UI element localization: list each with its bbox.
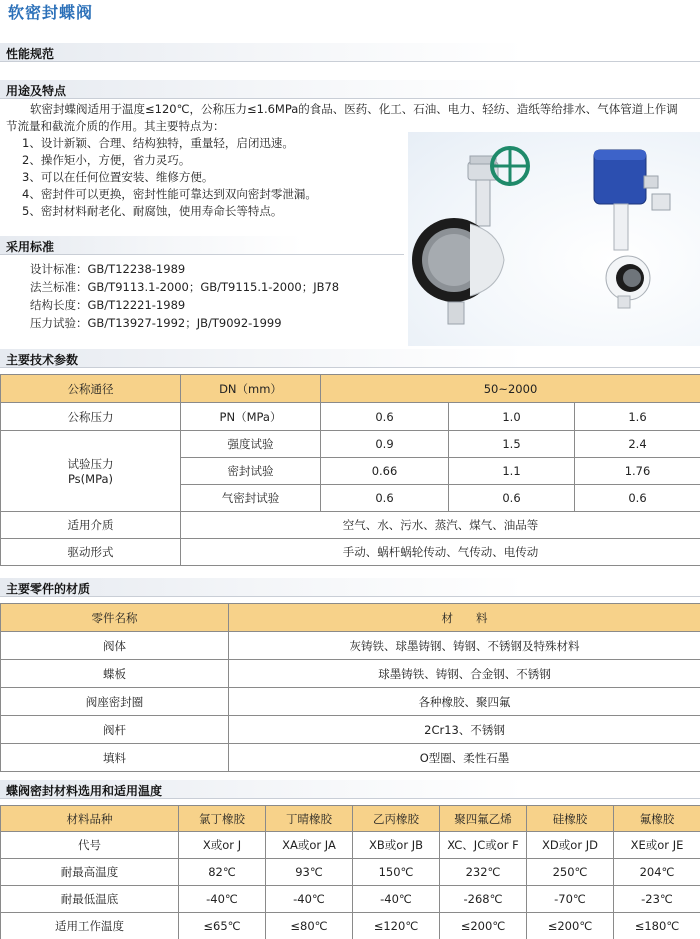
table-row	[1, 859, 700, 886]
table-cell: 0.66	[321, 458, 449, 485]
table-row	[1, 744, 700, 772]
table-cell: 耐最低温底	[1, 886, 179, 913]
table-cell: 2.4	[575, 431, 700, 458]
usage-intro-line2: 节流量和截流介质的作用。其主要特点为：	[6, 119, 225, 133]
table-cell: 气密封试验	[181, 485, 321, 512]
table-cell: XD或or JD	[527, 832, 614, 859]
table-cell: 空气、水、污水、蒸汽、煤气、油品等	[181, 512, 700, 539]
table-cell: 公称压力	[1, 403, 181, 431]
table-header-cell: 氯丁橡胶	[179, 806, 266, 832]
table-cell: 1.0	[449, 403, 575, 431]
section-label: 性能规范	[6, 47, 55, 61]
table-cell: XB或or JB	[353, 832, 440, 859]
test-pressure-unit: Ps(MPa)	[67, 472, 114, 486]
standard-item: 法兰标准：GB/T9113.1-2000；GB/T9115.1-2000；JB78	[30, 280, 340, 294]
feature-item: 1、设计新颖、合理、结构独特，重量轻，启闭迅速。	[22, 136, 294, 150]
test-pressure-label: 试验压力	[67, 457, 114, 471]
table-header-cell: 材 料	[229, 604, 700, 632]
section-materials	[0, 578, 700, 597]
section-label: 用途及特点	[6, 84, 67, 98]
feature-item: 4、密封件可以更换，密封性能可靠达到双向密封零泄漏。	[22, 187, 317, 201]
table-header-cell: 硅橡胶	[527, 806, 614, 832]
table-row	[1, 716, 700, 744]
product-photo	[408, 132, 700, 346]
section-usage	[0, 80, 700, 99]
table-row	[1, 886, 700, 913]
feature-item: 3、可以在任何位置安装、维修方便。	[22, 170, 214, 184]
table-header-cell: 聚四氟乙烯	[440, 806, 527, 832]
section-standards	[0, 236, 404, 255]
table-cell: -23℃	[614, 886, 700, 913]
table-cell: 1.1	[449, 458, 575, 485]
table-cell: 1.6	[575, 403, 700, 431]
table-cell: XA或or JA	[266, 832, 353, 859]
seal-materials-table	[0, 805, 700, 939]
tech-params-table	[0, 374, 700, 566]
table-cell: 150℃	[353, 859, 440, 886]
section-performance	[0, 43, 700, 62]
page-title: 软密封蝶阀	[8, 3, 94, 22]
standard-item: 压力试验：GB/T13927-1992；JB/T9092-1999	[30, 316, 282, 330]
feature-item: 2、操作矩小，方便，省力灵巧。	[22, 153, 191, 167]
table-header-cell: 氟橡胶	[614, 806, 700, 832]
section-label: 主要零件的材质	[6, 582, 91, 596]
table-cell: 强度试验	[181, 431, 321, 458]
table-cell: 阀座密封圈	[1, 688, 229, 716]
table-cell: 公称通径	[1, 375, 181, 403]
table-cell: 阀杆	[1, 716, 229, 744]
table-cell: 手动、蜗杆蜗轮传动、气传动、电传动	[181, 539, 700, 566]
table-header-cell: 材料品种	[1, 806, 179, 832]
table-cell: 0.6	[575, 485, 700, 512]
table-row	[1, 806, 700, 832]
table-row	[1, 660, 700, 688]
table-cell: 适用工作温度	[1, 913, 179, 939]
table-cell: 各种橡胶、聚四氟	[229, 688, 700, 716]
table-cell: XC、JC或or F	[440, 832, 527, 859]
feature-item: 5、密封材料耐老化、耐腐蚀，使用寿命长等特点。	[22, 204, 283, 218]
table-cell: 1.76	[575, 458, 700, 485]
table-cell: 1.5	[449, 431, 575, 458]
table-cell: 阀体	[1, 632, 229, 660]
table-cell: 2Cr13、不锈钢	[229, 716, 700, 744]
table-cell: 耐最高温度	[1, 859, 179, 886]
table-cell: -40℃	[266, 886, 353, 913]
table-cell: ≤180℃	[614, 913, 700, 939]
table-header-cell: 丁晴橡胶	[266, 806, 353, 832]
table-row	[1, 604, 700, 632]
table-row	[1, 832, 700, 859]
materials-table	[0, 603, 700, 772]
table-cell: 适用介质	[1, 512, 181, 539]
table-row	[1, 431, 700, 458]
butterfly-valve-illustration	[408, 132, 700, 346]
section-label: 蝶阀密封材料选用和适用温度	[6, 784, 163, 798]
table-cell	[1, 431, 181, 512]
table-cell: ≤200℃	[527, 913, 614, 939]
table-cell: 232℃	[440, 859, 527, 886]
table-cell: 密封试验	[181, 458, 321, 485]
table-cell: 93℃	[266, 859, 353, 886]
manual-valve-image	[412, 148, 528, 324]
table-cell: 0.6	[321, 485, 449, 512]
table-header-cell: 乙丙橡胶	[353, 806, 440, 832]
table-cell: 0.6	[321, 403, 449, 431]
table-cell: X或or J	[179, 832, 266, 859]
section-label: 主要技术参数	[6, 353, 79, 367]
table-cell: -40℃	[353, 886, 440, 913]
table-cell: 填料	[1, 744, 229, 772]
table-row	[1, 539, 700, 566]
table-cell: PN（MPa）	[181, 403, 321, 431]
standard-item: 结构长度：GB/T12221-1989	[30, 298, 186, 312]
table-cell: 50~2000	[321, 375, 700, 403]
table-cell: -268℃	[440, 886, 527, 913]
table-cell: ≤65℃	[179, 913, 266, 939]
section-label: 采用标准	[6, 240, 55, 254]
standard-item: 设计标准：GB/T12238-1989	[30, 262, 186, 276]
table-row	[1, 913, 700, 939]
table-row	[1, 688, 700, 716]
table-cell: 0.6	[449, 485, 575, 512]
table-cell: XE或or JE	[614, 832, 700, 859]
table-row	[1, 403, 700, 431]
table-cell: -40℃	[179, 886, 266, 913]
table-header-cell: 零件名称	[1, 604, 229, 632]
electric-valve-image	[594, 150, 670, 308]
table-cell: 灰铸铁、球墨铸钢、铸钢、不锈钢及特殊材料	[229, 632, 700, 660]
table-cell: 204℃	[614, 859, 700, 886]
table-cell: 驱动形式	[1, 539, 181, 566]
table-cell: 球墨铸铁、铸钢、合金钢、不锈钢	[229, 660, 700, 688]
section-tech-params	[0, 349, 700, 368]
table-cell: DN（mm）	[181, 375, 321, 403]
table-cell: 0.9	[321, 431, 449, 458]
table-cell: 蝶板	[1, 660, 229, 688]
table-cell: ≤200℃	[440, 913, 527, 939]
table-row	[1, 632, 700, 660]
table-cell: -70℃	[527, 886, 614, 913]
section-seal-materials	[0, 780, 700, 799]
table-cell: O型圈、柔性石墨	[229, 744, 700, 772]
table-cell: ≤120℃	[353, 913, 440, 939]
table-cell: ≤80℃	[266, 913, 353, 939]
table-row	[1, 512, 700, 539]
usage-intro-line1: 软密封蝶阀适用于温度≤120℃，公称压力≤1.6MPa的食品、医药、化工、石油、电力、轻纺、造纸等给排水、气体管道上作调	[30, 102, 678, 116]
table-cell: 代号	[1, 832, 179, 859]
table-cell: 82℃	[179, 859, 266, 886]
table-row	[1, 375, 700, 403]
table-cell: 250℃	[527, 859, 614, 886]
